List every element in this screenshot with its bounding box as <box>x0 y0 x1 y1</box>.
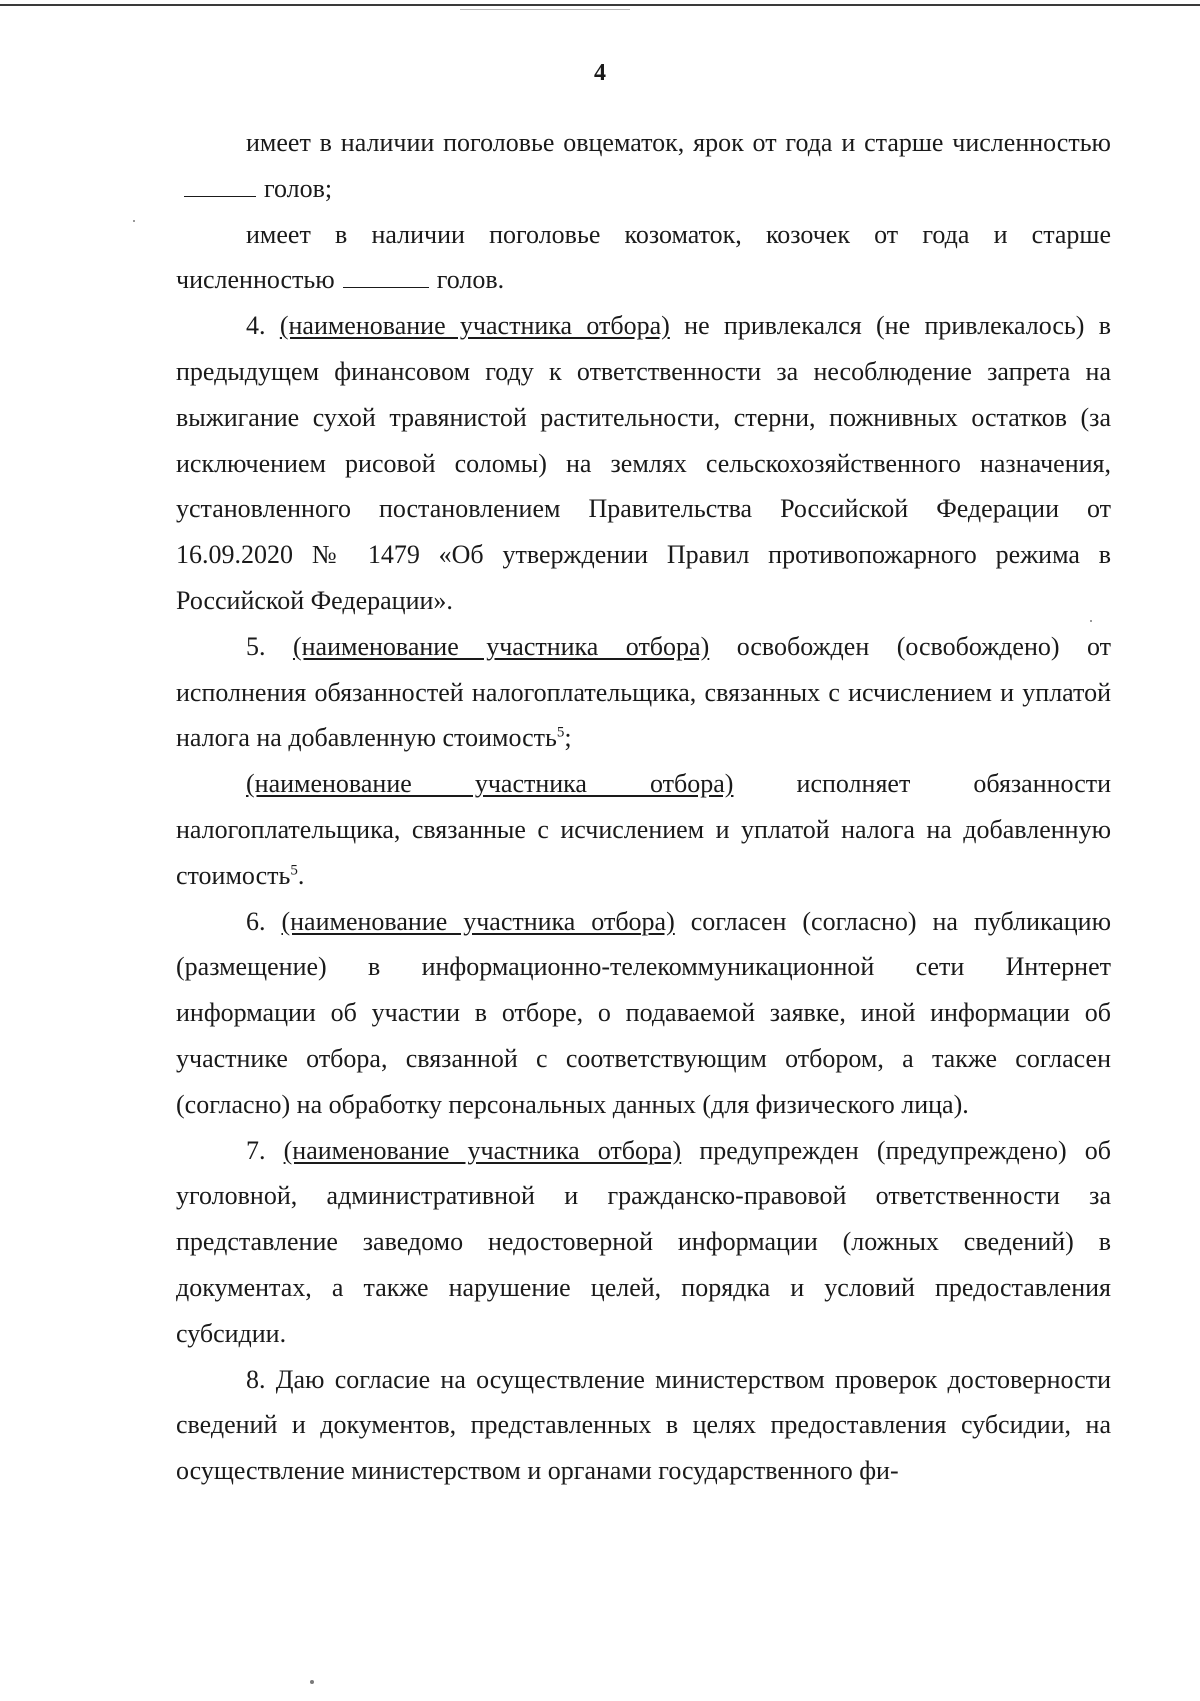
paragraph-text: 8. Даю согласие на осуществление министерством проверок достоверности сведений и документов, представленных в целях предоставления субсидии, на осуществление министерством и органами государственного фи- <box>176 1364 1111 1486</box>
paragraph-item-8 <box>176 1357 1111 1494</box>
item-number: 4. <box>246 311 266 341</box>
fill-in-blank[interactable] <box>343 286 429 288</box>
paragraph-text: не привлекался (не привлекалось) в предыдущем финансовом году к ответственности за несоблюдение запрета на выжигание сухой травянистой растительности, стерни, пожнивных остатков (за исключением рисовой соломы) на землях сельскохозяйственного назначения, установленного постановлением Правительства Российской Федерации от 16.09.2020 № 1479 «Об утверждении Правил противопожарного режима в Российской Федерации». <box>176 311 1112 615</box>
footnote-marker: 5 <box>556 724 565 741</box>
paragraph-text: имеет в наличии поголовье овцематок, ярок от года и старше численностью <box>246 128 1111 157</box>
item-number: 6. <box>246 906 266 936</box>
footnote-marker: 5 <box>290 862 298 879</box>
paragraph-item-5 <box>176 624 1111 761</box>
scan-edge-line <box>0 4 1200 6</box>
page-number: 4 <box>594 60 606 86</box>
participant-name-placeholder: (наименование участника отбора) <box>279 311 670 341</box>
scan-speck <box>133 220 135 222</box>
paragraph-text: исполняет обязанности налогоплательщика, связанные с исчислением и уплатой налога на добавленную стоимость <box>176 769 1112 890</box>
item-number: 7. <box>246 1135 266 1165</box>
paragraph-goat-count <box>176 212 1111 304</box>
paragraph-text: голов. <box>436 265 505 295</box>
participant-name-placeholder: (наименование участника отбора) <box>283 1135 682 1165</box>
scan-speck <box>310 1680 314 1684</box>
paragraph-text: освобожден (освобождено) от исполнения обязанностей налогоплательщика, связанных с исчислением и уплатой налога на добавленную стоимость <box>176 631 1112 753</box>
paragraph-item-6 <box>176 899 1111 1128</box>
paragraph-item-4 <box>176 303 1111 624</box>
paragraph-text: . <box>297 860 305 890</box>
paragraph-text: голов; <box>264 173 333 203</box>
scan-speck <box>1090 620 1092 622</box>
item-number: 5. <box>246 631 266 661</box>
fill-in-blank[interactable] <box>184 195 256 197</box>
paragraph-item-5-alt <box>176 761 1111 898</box>
participant-name-placeholder: (наименование участника отбора) <box>281 906 675 936</box>
paragraph-sheep-count <box>176 120 1111 212</box>
document-body <box>176 120 1111 1494</box>
paragraph-text: имеет в наличии поголовье козоматок, козочек от года и старше численностью <box>176 219 1111 295</box>
paragraph-text: предупрежден (предупреждено) об уголовной, административной и гражданско-правовой ответственности за представление заведомо недостоверной информации (ложных сведений) в документах, а также нарушение целей, порядка и условий предоставления субсидии. <box>176 1135 1112 1348</box>
paragraph-text: ; <box>564 723 572 753</box>
participant-name-placeholder: (наименование участника отбора) <box>246 769 734 799</box>
scan-edge-line-faint <box>460 9 630 10</box>
paragraph-item-7 <box>176 1128 1111 1357</box>
paragraph-text: согласен (согласно) на публикацию (размещение) в информационно-телекоммуникационной сети Интернет информации об участии в отборе, о подаваемой заявке, иной информации об участнике отбора, связанной с соответствующим отбором, а также согласен (согласно) на обработку персональных данных (для физического лица). <box>176 906 1112 1119</box>
participant-name-placeholder: (наименование участника отбора) <box>292 631 710 661</box>
